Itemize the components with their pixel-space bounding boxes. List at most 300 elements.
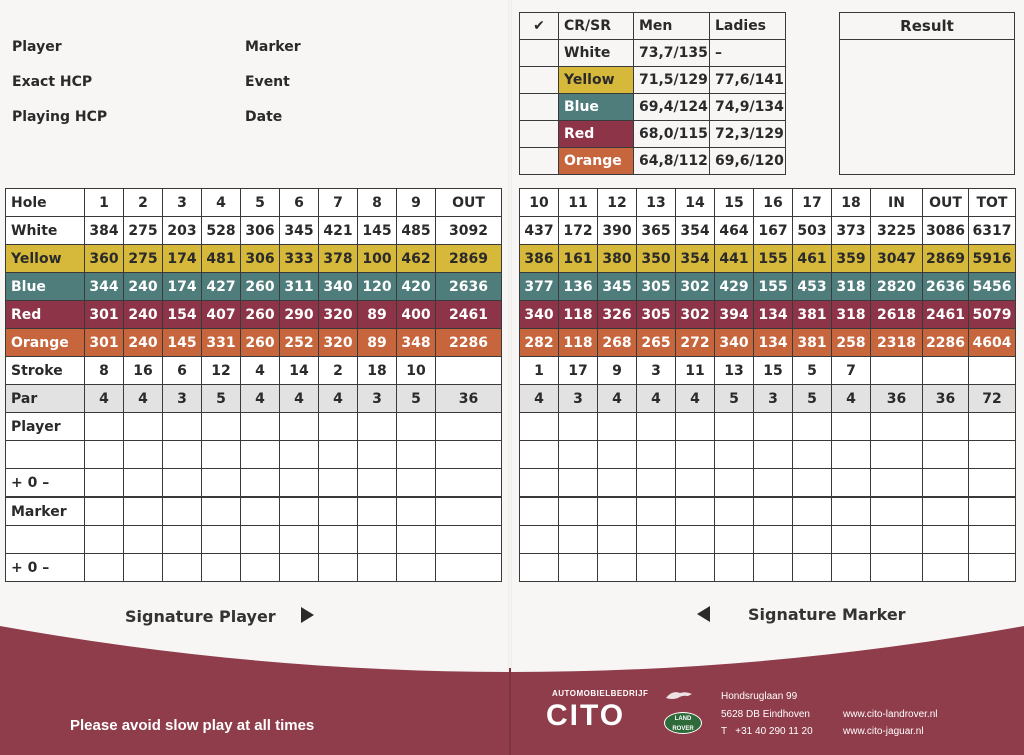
par-value: 5 (715, 385, 754, 413)
hole-number: 10 (520, 189, 559, 217)
in-total: 2318 (871, 329, 923, 357)
address-line-1: Hondsruglaan 99 (721, 691, 798, 702)
score-input-cell[interactable] (241, 413, 280, 441)
player-score-row (520, 413, 1016, 441)
score-input-cell[interactable] (202, 441, 241, 469)
marker-plusminus-row (6, 554, 502, 582)
score-input-cell[interactable] (832, 441, 871, 469)
out-total: 36 (436, 385, 502, 413)
score-input-cell[interactable] (637, 526, 676, 554)
score-input-cell[interactable] (676, 526, 715, 554)
score-input-cell[interactable] (280, 469, 319, 498)
stroke-index: 18 (358, 357, 397, 385)
score-input-cell[interactable] (969, 497, 1016, 526)
stroke-index: 17 (559, 357, 598, 385)
score-input-cell[interactable] (793, 554, 832, 582)
score-input-cell[interactable] (241, 469, 280, 498)
score-input-cell[interactable] (241, 554, 280, 582)
tee-checkbox[interactable] (520, 67, 559, 94)
hole-row (6, 189, 502, 217)
distance-cell: 301 (85, 329, 124, 357)
score-input-cell[interactable] (793, 469, 832, 498)
distance-cell: 340 (715, 329, 754, 357)
distance-cell: 333 (280, 245, 319, 273)
score-input-cell[interactable] (923, 497, 969, 526)
score-input-cell[interactable] (358, 469, 397, 498)
hole-number: 13 (637, 189, 676, 217)
score-input-cell[interactable] (397, 441, 436, 469)
score-input-cell[interactable] (202, 413, 241, 441)
distance-cell: 306 (241, 245, 280, 273)
score-input-cell[interactable] (280, 413, 319, 441)
tot-total: 5079 (969, 301, 1016, 329)
score-input-cell[interactable] (436, 413, 502, 441)
result-label: Result (840, 13, 1014, 40)
tee-name: Orange (559, 148, 634, 175)
men-rating: 73,7/135 (634, 40, 710, 67)
score-input-cell[interactable] (969, 441, 1016, 469)
stroke-index: 5 (793, 357, 832, 385)
distance-cell: 272 (676, 329, 715, 357)
distance-cell: 145 (358, 217, 397, 245)
white-tee-row (6, 217, 502, 245)
score-input-cell[interactable] (124, 441, 163, 469)
score-input-cell[interactable] (969, 469, 1016, 498)
score-input-cell[interactable] (871, 554, 923, 582)
badge-bottom-text: ROVER (672, 726, 694, 732)
in-total: 3225 (871, 217, 923, 245)
slow-play-notice: Please avoid slow play at all times (70, 717, 315, 734)
score-input-cell[interactable] (319, 413, 358, 441)
distance-cell: 378 (319, 245, 358, 273)
par-value: 5 (793, 385, 832, 413)
par-value: 4 (319, 385, 358, 413)
company-subtitle: AUTOMOBIELBEDRIJF (552, 689, 649, 698)
score-input-cell[interactable] (124, 497, 163, 526)
score-input-cell[interactable] (832, 469, 871, 498)
score-input-cell[interactable] (754, 469, 793, 498)
score-input-cell[interactable] (676, 441, 715, 469)
hole-number: 17 (793, 189, 832, 217)
distance-cell: 174 (163, 245, 202, 273)
playing-hcp-label: Playing HCP (12, 109, 108, 125)
score-input-cell[interactable] (358, 497, 397, 526)
white-tee-label: White (6, 217, 85, 245)
out-total: 2286 (436, 329, 502, 357)
yellow-tee-label: Yellow (6, 245, 85, 273)
score-input-cell[interactable] (241, 441, 280, 469)
score-input-cell[interactable] (969, 413, 1016, 441)
score-input-cell[interactable] (754, 526, 793, 554)
score-input-cell[interactable] (124, 526, 163, 554)
distance-cell: 340 (319, 273, 358, 301)
par-value: 4 (637, 385, 676, 413)
score-input-cell[interactable] (832, 526, 871, 554)
score-input-cell[interactable] (85, 413, 124, 441)
score-input-cell[interactable] (871, 497, 923, 526)
blue-tee-row (6, 273, 502, 301)
score-input-cell[interactable] (598, 497, 637, 526)
distance-cell: 390 (598, 217, 637, 245)
score-input-cell[interactable] (793, 413, 832, 441)
distance-cell: 155 (754, 273, 793, 301)
distance-cell: 437 (520, 217, 559, 245)
par-value: 5 (397, 385, 436, 413)
distance-cell: 258 (832, 329, 871, 357)
score-input-cell[interactable] (598, 554, 637, 582)
website-jaguar-link[interactable]: www.cito-jaguar.nl (843, 726, 924, 737)
out-total: 3086 (923, 217, 969, 245)
blue-tee-label: Blue (6, 273, 85, 301)
out-total: 3092 (436, 217, 502, 245)
score-input-cell[interactable] (715, 554, 754, 582)
score-input-cell[interactable] (923, 554, 969, 582)
score-input-cell[interactable] (163, 441, 202, 469)
score-input-cell[interactable] (436, 497, 502, 526)
distance-cell: 302 (676, 273, 715, 301)
distance-cell: 481 (202, 245, 241, 273)
score-input-cell[interactable] (754, 497, 793, 526)
score-input-cell[interactable] (676, 554, 715, 582)
score-input-cell[interactable] (280, 441, 319, 469)
score-input-cell[interactable] (637, 469, 676, 498)
score-input-cell[interactable] (436, 469, 502, 498)
score-input-cell[interactable] (319, 469, 358, 498)
hole-number: 2 (124, 189, 163, 217)
score-input-cell[interactable] (85, 554, 124, 582)
par-value: 3 (358, 385, 397, 413)
distance-cell: 503 (793, 217, 832, 245)
score-input-cell[interactable] (598, 413, 637, 441)
distance-cell: 373 (832, 217, 871, 245)
score-input-cell[interactable] (969, 554, 1016, 582)
signature-marker-label: Signature Marker (748, 605, 906, 624)
score-input-cell[interactable] (397, 554, 436, 582)
score-input-cell[interactable] (923, 413, 969, 441)
score-input-cell[interactable] (793, 497, 832, 526)
par-value: 3 (163, 385, 202, 413)
tee-checkbox[interactable] (520, 40, 559, 67)
in-total: 3047 (871, 245, 923, 273)
score-input-cell[interactable] (754, 554, 793, 582)
distance-cell: 354 (676, 245, 715, 273)
distance-cell: 275 (124, 245, 163, 273)
distance-cell: 344 (85, 273, 124, 301)
score-input-cell[interactable] (397, 526, 436, 554)
score-input-cell[interactable] (923, 526, 969, 554)
score-input-cell[interactable] (715, 413, 754, 441)
distance-cell: 318 (832, 301, 871, 329)
distance-cell: 394 (715, 301, 754, 329)
course-rating-table (519, 12, 786, 175)
tee-name: Red (559, 121, 634, 148)
score-input-cell[interactable] (598, 526, 637, 554)
tot-total: 72 (969, 385, 1016, 413)
hole-number: 11 (559, 189, 598, 217)
score-input-cell[interactable] (436, 554, 502, 582)
distance-cell: 118 (559, 329, 598, 357)
stroke-index: 6 (163, 357, 202, 385)
out-total: 2636 (923, 273, 969, 301)
score-input-cell[interactable] (676, 413, 715, 441)
distance-cell: 167 (754, 217, 793, 245)
score-input-cell[interactable] (280, 497, 319, 526)
phone-number: T +31 40 290 11 20 (721, 726, 813, 737)
score-input-cell[interactable] (754, 441, 793, 469)
crsr-header: CR/SR (559, 13, 634, 40)
distance-cell: 380 (598, 245, 637, 273)
score-input-cell[interactable] (871, 413, 923, 441)
score-input-cell[interactable] (715, 497, 754, 526)
distance-cell: 381 (793, 301, 832, 329)
par-value: 3 (754, 385, 793, 413)
player-score-row-2 (6, 441, 502, 469)
score-input-cell[interactable] (124, 469, 163, 498)
score-input-cell[interactable] (715, 441, 754, 469)
distance-cell: 326 (598, 301, 637, 329)
par-row (520, 385, 1016, 413)
distance-cell: 427 (202, 273, 241, 301)
score-input-cell[interactable] (832, 497, 871, 526)
out-header: OUT (923, 189, 969, 217)
pm-label: + 0 – (6, 554, 85, 582)
score-input-cell[interactable] (202, 469, 241, 498)
marker-score-row (6, 497, 502, 526)
score-input-cell[interactable] (559, 441, 598, 469)
tee-checkbox[interactable] (520, 121, 559, 148)
hole-label: Hole (6, 189, 85, 217)
score-input-cell[interactable] (358, 526, 397, 554)
stroke-index: 16 (124, 357, 163, 385)
distance-cell: 462 (397, 245, 436, 273)
distance-cell: 275 (124, 217, 163, 245)
score-input-cell[interactable] (319, 497, 358, 526)
distance-cell: 145 (163, 329, 202, 357)
score-input-cell[interactable] (598, 441, 637, 469)
stroke-index: 2 (319, 357, 358, 385)
score-input-cell[interactable] (163, 413, 202, 441)
score-input-cell[interactable] (280, 554, 319, 582)
cito-logo: CITO (546, 699, 626, 732)
in-total (871, 357, 923, 385)
score-input-cell[interactable] (520, 497, 559, 526)
tee-name: Yellow (559, 67, 634, 94)
score-input-cell[interactable] (397, 469, 436, 498)
score-input-cell[interactable] (520, 554, 559, 582)
men-rating: 64,8/112 (634, 148, 710, 175)
distance-cell: 421 (319, 217, 358, 245)
distance-cell: 360 (85, 245, 124, 273)
score-input-cell[interactable] (793, 441, 832, 469)
distance-cell: 461 (793, 245, 832, 273)
crsr-row-red (520, 121, 786, 148)
distance-cell: 134 (754, 329, 793, 357)
score-input-cell[interactable] (319, 526, 358, 554)
hole-number: 8 (358, 189, 397, 217)
score-input-cell[interactable] (871, 526, 923, 554)
score-input-cell[interactable] (202, 497, 241, 526)
par-value: 4 (124, 385, 163, 413)
score-input-cell[interactable] (280, 526, 319, 554)
score-input-cell[interactable] (85, 526, 124, 554)
score-input-cell[interactable] (85, 497, 124, 526)
score-input-cell[interactable] (163, 469, 202, 498)
score-input-cell[interactable] (202, 526, 241, 554)
score-input-cell[interactable] (124, 413, 163, 441)
score-input-cell[interactable] (676, 469, 715, 498)
score-input-cell[interactable] (520, 469, 559, 498)
marker-label: Marker (245, 39, 301, 55)
blue-tee-row (520, 273, 1016, 301)
stroke-index: 10 (397, 357, 436, 385)
orange-tee-label: Orange (6, 329, 85, 357)
distance-cell: 252 (280, 329, 319, 357)
score-input-cell[interactable] (319, 554, 358, 582)
tee-checkbox[interactable] (520, 148, 559, 175)
score-input-cell[interactable] (923, 469, 969, 498)
hole-number: 9 (397, 189, 436, 217)
tee-checkbox[interactable] (520, 94, 559, 121)
distance-cell: 441 (715, 245, 754, 273)
out-total: 2286 (923, 329, 969, 357)
player-label: Player (12, 39, 62, 55)
score-input-cell[interactable] (637, 413, 676, 441)
distance-cell: 359 (832, 245, 871, 273)
score-input-cell[interactable] (923, 441, 969, 469)
stroke-index: 8 (85, 357, 124, 385)
score-input-cell[interactable] (85, 469, 124, 498)
score-input-cell[interactable] (520, 413, 559, 441)
yellow-tee-row (520, 245, 1016, 273)
stroke-index: 7 (832, 357, 871, 385)
hole-number: 14 (676, 189, 715, 217)
score-input-cell[interactable] (715, 469, 754, 498)
score-input-cell[interactable] (871, 469, 923, 498)
distance-cell: 348 (397, 329, 436, 357)
in-total: 2618 (871, 301, 923, 329)
check-icon: ✔ (520, 13, 559, 40)
marker-score-row-2 (6, 526, 502, 554)
distance-cell: 100 (358, 245, 397, 273)
score-input-cell[interactable] (754, 413, 793, 441)
front-nine-table (5, 188, 502, 582)
distance-cell: 485 (397, 217, 436, 245)
score-input-cell[interactable] (559, 554, 598, 582)
distance-cell: 320 (319, 301, 358, 329)
score-input-cell[interactable] (598, 469, 637, 498)
tot-total (969, 357, 1016, 385)
score-input-cell[interactable] (832, 413, 871, 441)
par-value: 4 (520, 385, 559, 413)
score-input-cell[interactable] (637, 554, 676, 582)
distance-cell: 260 (241, 329, 280, 357)
distance-cell: 365 (637, 217, 676, 245)
score-input-cell[interactable] (241, 526, 280, 554)
score-input-cell[interactable] (559, 497, 598, 526)
men-rating: 71,5/129 (634, 67, 710, 94)
out-total: 2461 (923, 301, 969, 329)
distance-cell: 429 (715, 273, 754, 301)
par-value: 4 (280, 385, 319, 413)
distance-cell: 89 (358, 329, 397, 357)
marker-label: Marker (6, 497, 85, 526)
score-input-cell[interactable] (358, 554, 397, 582)
score-input-cell[interactable] (436, 526, 502, 554)
website-landrover-link[interactable]: www.cito-landrover.nl (843, 709, 938, 720)
distance-cell: 89 (358, 301, 397, 329)
out-total: 2869 (923, 245, 969, 273)
tee-name: Blue (559, 94, 634, 121)
score-input-cell[interactable] (520, 526, 559, 554)
result-box[interactable] (839, 12, 1015, 175)
score-input-cell[interactable] (871, 441, 923, 469)
score-input-cell[interactable] (319, 441, 358, 469)
distance-cell: 268 (598, 329, 637, 357)
out-total: 2461 (436, 301, 502, 329)
score-input-cell[interactable] (559, 526, 598, 554)
par-row (6, 385, 502, 413)
back-nine-table (519, 188, 1016, 582)
score-input-cell[interactable] (559, 469, 598, 498)
row-label (6, 526, 85, 554)
score-input-cell[interactable] (676, 497, 715, 526)
hole-number: 12 (598, 189, 637, 217)
men-rating: 68,0/115 (634, 121, 710, 148)
player-plusminus-row (520, 469, 1016, 498)
score-input-cell[interactable] (163, 497, 202, 526)
distance-cell: 260 (241, 273, 280, 301)
marker-score-row (520, 497, 1016, 526)
score-input-cell[interactable] (397, 497, 436, 526)
distance-cell: 528 (202, 217, 241, 245)
stroke-row (6, 357, 502, 385)
score-input-cell[interactable] (637, 497, 676, 526)
score-input-cell[interactable] (520, 441, 559, 469)
score-input-cell[interactable] (202, 554, 241, 582)
distance-cell: 301 (85, 301, 124, 329)
distance-cell: 331 (202, 329, 241, 357)
distance-cell: 350 (637, 245, 676, 273)
score-input-cell[interactable] (397, 413, 436, 441)
hole-row (520, 189, 1016, 217)
score-input-cell[interactable] (163, 526, 202, 554)
hole-number: 6 (280, 189, 319, 217)
ladies-header: Ladies (710, 13, 786, 40)
hole-number: 15 (715, 189, 754, 217)
score-input-cell[interactable] (85, 441, 124, 469)
score-input-cell[interactable] (358, 413, 397, 441)
score-input-cell[interactable] (832, 554, 871, 582)
distance-cell: 377 (520, 273, 559, 301)
score-input-cell[interactable] (358, 441, 397, 469)
score-input-cell[interactable] (793, 526, 832, 554)
stroke-label: Stroke (6, 357, 85, 385)
score-input-cell[interactable] (637, 441, 676, 469)
score-input-cell[interactable] (241, 497, 280, 526)
row-label (6, 441, 85, 469)
score-input-cell[interactable] (436, 441, 502, 469)
score-input-cell[interactable] (969, 526, 1016, 554)
date-label: Date (245, 109, 283, 125)
score-input-cell[interactable] (163, 554, 202, 582)
score-input-cell[interactable] (715, 526, 754, 554)
distance-cell: 282 (520, 329, 559, 357)
par-value: 5 (202, 385, 241, 413)
score-input-cell[interactable] (559, 413, 598, 441)
score-input-cell[interactable] (124, 554, 163, 582)
distance-cell: 320 (319, 329, 358, 357)
par-label: Par (6, 385, 85, 413)
